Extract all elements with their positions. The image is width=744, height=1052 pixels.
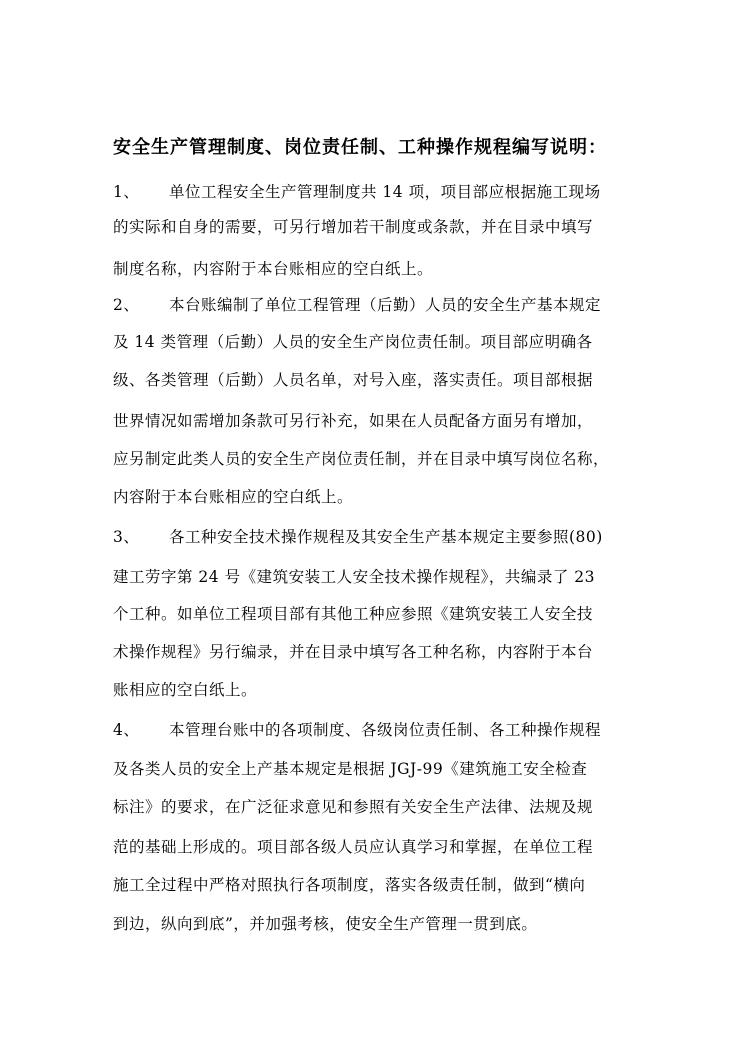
paragraph-4-line-3: 标注》的要求，在广泛征求意见和参照有关安全生产法律、法规及规 [113, 798, 594, 816]
document-title: 安全生产管理制度、岗位责任制、工种操作规程编写说明： [113, 137, 607, 158]
paragraph-4-line-1 [113, 718, 601, 740]
paragraph-4-number: 4、 [113, 721, 140, 739]
paragraph-4-text: 本管理台账中的各项制度、各级岗位责任制、各工种操作规程 [169, 721, 602, 739]
paragraph-1-number: 1、 [113, 183, 140, 201]
paragraph-2-line-1 [113, 293, 601, 315]
paragraph-4-line-5: 施工全过程中严格对照执行各项制度，落实各级责任制，做到“横向 [113, 876, 586, 894]
paragraph-3-line-3: 个工种。如单位工程项目部有其他工种应参照《建筑安装工人安全技 [113, 605, 594, 623]
paragraph-1-text: 单位工程安全生产管理制度共 14 项，项目部应根据施工现场 [169, 183, 601, 201]
paragraph-2-line-4: 世界情况如需增加条款可另行补充，如果在人员配备方面另有增加， [113, 412, 594, 430]
paragraph-3-line-4: 术操作规程》另行编录，并在目录中填写各工种名称，内容附于本台 [113, 643, 594, 661]
paragraph-3-line-5: 账相应的空白纸上。 [113, 681, 258, 699]
paragraph-3-line-2: 建工劳字第 24 号《建筑安装工人安全技术操作规程》，共编录了 23 [113, 568, 595, 586]
paragraph-3-text: 各工种安全技术操作规程及其安全生产基本规定主要参照(80) [169, 528, 603, 546]
paragraph-2-number: 2、 [113, 296, 140, 314]
paragraph-2-line-2: 及 14 类管理（后勤）人员的安全生产岗位责任制。项目部应明确各 [113, 333, 593, 351]
paragraph-2-line-3: 级、各类管理（后勤）人员名单，对号入座，落实责任。项目部根据 [113, 371, 594, 389]
paragraph-2-line-5: 应另制定此类人员的安全生产岗位责任制，并在目录中填写岗位名称， [113, 450, 610, 468]
paragraph-4-line-2: 及各类人员的安全上产基本规定是根据 JGJ-99《建筑施工安全检查 [113, 760, 588, 778]
paragraph-1-line-2: 的实际和自身的需要，可另行增加若干制度或条款，并在目录中填写 [113, 218, 594, 236]
paragraph-3-number: 3、 [113, 528, 140, 546]
paragraph-2-text: 本台账编制了单位工程管理（后勤）人员的安全生产基本规定 [169, 296, 602, 314]
paragraph-4-line-4: 范的基础上形成的。项目部各级人员应认真学习和掌握，在单位工程 [113, 838, 594, 856]
paragraph-1-line-3: 制度名称，内容附于本台账相应的空白纸上。 [113, 260, 434, 278]
paragraph-4-line-6: 到边，纵向到底”，并加强考核，使安全生产管理一贯到底。 [113, 915, 538, 933]
paragraph-2-line-6: 内容附于本台账相应的空白纸上。 [113, 488, 354, 506]
paragraph-3-line-1 [113, 525, 603, 547]
paragraph-1-line-1 [113, 180, 601, 202]
